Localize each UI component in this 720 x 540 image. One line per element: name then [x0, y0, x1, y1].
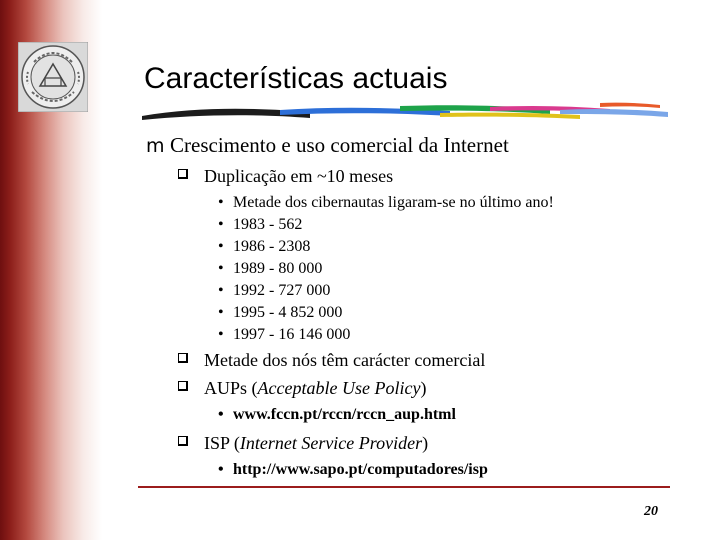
stat-text: 1997 - 16 146 000	[233, 326, 351, 343]
isp-link[interactable]: http://www.sapo.pt/computadores/isp	[233, 461, 488, 478]
sub-bullet-4-text	[204, 433, 428, 454]
checkbox-bullet-icon	[178, 381, 188, 391]
slide-title: Características actuais	[144, 62, 448, 95]
main-bullet-text: Crescimento e uso comercial da Internet	[170, 133, 509, 157]
dot-bullet-icon: •	[218, 326, 224, 343]
university-seal-icon	[18, 42, 88, 112]
main-bullet	[146, 133, 509, 158]
dot-bullet-icon: •	[218, 260, 224, 277]
rainbow-brush-stroke	[140, 98, 670, 126]
isp-italic: Internet Service Provider	[239, 433, 423, 453]
stat-text: 1992 - 727 000	[233, 282, 331, 299]
dot-bullet-icon: •	[218, 282, 224, 299]
sub-bullet-3-text	[204, 378, 426, 399]
sub-bullet-2-text: Metade dos nós têm carácter comercial	[204, 350, 486, 370]
footer-divider	[138, 486, 670, 488]
aup-prefix: AUPs (	[204, 378, 258, 398]
dot-bullet-icon: •	[218, 406, 224, 423]
sub-bullet-1-text: Duplicação em ~10 meses	[204, 166, 394, 186]
aup-suffix: )	[420, 378, 427, 398]
page-number: 20	[644, 504, 658, 519]
dot-bullet-icon: •	[218, 194, 224, 211]
dot-bullet-icon: •	[218, 304, 224, 321]
checkbox-bullet-icon	[178, 436, 188, 446]
dot-bullet-icon: •	[218, 461, 224, 478]
stat-text: 1986 - 2308	[233, 238, 311, 255]
isp-prefix: ISP (	[204, 433, 240, 453]
dot-bullet-icon: •	[218, 216, 224, 233]
aup-italic: Acceptable Use Policy	[257, 378, 421, 398]
aup-link[interactable]: www.fccn.pt/rccn/rccn_aup.html	[233, 406, 456, 423]
isp-suffix: )	[422, 433, 429, 453]
checkbox-bullet-icon	[178, 353, 188, 363]
dot-bullet-icon: •	[218, 238, 224, 255]
stat-text: 1995 - 4 852 000	[233, 304, 343, 321]
level1-bullet-icon: m	[146, 135, 165, 157]
stat-text: Metade dos cibernautas ligaram-se no último ano!	[233, 194, 554, 211]
stat-text: 1983 - 562	[233, 216, 303, 233]
stat-text: 1989 - 80 000	[233, 260, 323, 277]
checkbox-bullet-icon	[178, 169, 188, 179]
